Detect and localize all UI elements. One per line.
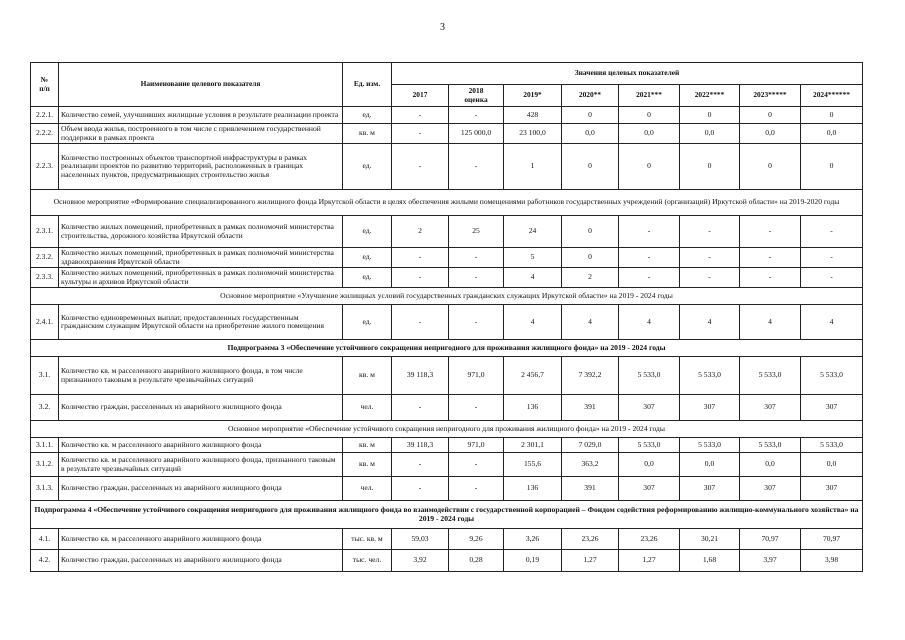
page-number: 3	[440, 22, 445, 33]
value-cell: 0	[801, 144, 863, 190]
value-cell: 0,0	[680, 124, 740, 144]
value-cell: 307	[619, 477, 680, 501]
indicators-table	[30, 62, 863, 572]
value-cell: 23 100,0	[504, 124, 562, 144]
section-row	[31, 421, 863, 438]
value-cell: 1,27	[619, 550, 680, 572]
unit-cell: ед.	[343, 216, 392, 248]
header-values-group: Значения целевых показателей	[392, 63, 863, 85]
value-cell: 39 118,3	[392, 438, 449, 453]
value-cell: 1,27	[562, 550, 619, 572]
value-cell: 136	[504, 395, 562, 421]
row-number: 3.1.	[31, 357, 59, 395]
value-cell: 0	[740, 144, 801, 190]
section-row	[31, 190, 863, 216]
value-cell: 9,26	[449, 529, 504, 550]
unit-cell: кв. м	[343, 124, 392, 144]
header-year: 2022****	[680, 85, 740, 107]
value-cell: 155,6	[504, 453, 562, 477]
value-cell: 70,97	[740, 529, 801, 550]
value-cell: 307	[801, 395, 863, 421]
value-cell: -	[392, 453, 449, 477]
unit-cell: чел.	[343, 395, 392, 421]
value-cell: 4	[619, 305, 680, 340]
section-title: Подпрограмма 3 «Обеспечение устойчивого сокращения непригодного для проживания жилищного фонда» на 2019 - 2024 годы	[31, 340, 863, 357]
indicator-name: Количество построенных объектов транспортной инфраструктуры в рамках реализации проектов по развитию территорий, расположенных в границах населенных пунктов, предусматривающих строительство жилья	[59, 144, 343, 190]
value-cell: 0,0	[619, 124, 680, 144]
unit-cell: ед.	[343, 107, 392, 124]
value-cell: 0,0	[740, 453, 801, 477]
header-num: № п/п	[31, 63, 59, 107]
value-cell: 0	[740, 107, 801, 124]
value-cell: 391	[562, 395, 619, 421]
value-cell: 5 533,0	[619, 438, 680, 453]
value-cell: 4	[504, 305, 562, 340]
value-cell: -	[740, 268, 801, 288]
value-cell: 0,0	[740, 124, 801, 144]
value-cell: 0	[680, 107, 740, 124]
value-cell: 307	[740, 477, 801, 501]
value-cell: 2	[392, 216, 449, 248]
header-unit: Ед. изм.	[343, 63, 392, 107]
unit-cell: ед.	[343, 144, 392, 190]
value-cell: -	[392, 268, 449, 288]
unit-cell: чел.	[343, 477, 392, 501]
indicator-name: Количество кв. м расселенного аварийного жилищного фонда	[59, 529, 343, 550]
value-cell: 0,0	[680, 453, 740, 477]
header-year: 2020**	[562, 85, 619, 107]
unit-cell: тыс. чел.	[343, 550, 392, 572]
value-cell: 971,0	[449, 438, 504, 453]
indicator-name: Количество кв. м расселенного аварийного жилищного фонда, в том числе признанного таковым в результате чрезвычайных ситуаций	[59, 357, 343, 395]
table-row	[31, 107, 863, 124]
row-number: 3.1.3.	[31, 477, 59, 501]
unit-cell: кв. м	[343, 438, 392, 453]
row-number: 3.2.	[31, 395, 59, 421]
indicator-name: Количество кв. м расселенного аварийного жилищного фонда, признанного таковым в результате чрезвычайных ситуаций	[59, 453, 343, 477]
value-cell: 1,68	[680, 550, 740, 572]
row-number: 2.2.1.	[31, 107, 59, 124]
header-year: 2024******	[801, 85, 863, 107]
section-title: Основное мероприятие «Формирование специализированного жилищного фонда Иркутской области в целях обеспечения жилыми помещениями работников государственных учреждений (организаций) Иркутской области» на 2019-2020 годы	[31, 190, 863, 216]
value-cell: -	[392, 248, 449, 268]
value-cell: 3,97	[740, 550, 801, 572]
value-cell: -	[619, 268, 680, 288]
value-cell: -	[449, 107, 504, 124]
row-number: 2.2.3.	[31, 144, 59, 190]
indicator-name: Количество жилых помещений, приобретенных в рамках полномочий министерства строительства, дорожного хозяйства Иркутской области	[59, 216, 343, 248]
indicator-name: Количество жилых помещений, приобретенных в рамках полномочий министерства здравоохранения Иркутской области	[59, 248, 343, 268]
value-cell: 0,0	[619, 453, 680, 477]
value-cell: 307	[680, 395, 740, 421]
unit-cell: кв. м	[343, 357, 392, 395]
table-row	[31, 305, 863, 340]
value-cell: 5 533,0	[680, 438, 740, 453]
value-cell: 0	[562, 248, 619, 268]
header-name: Наименование целевого показателя	[59, 63, 343, 107]
value-cell: 0	[619, 144, 680, 190]
row-number: 2.3.2.	[31, 248, 59, 268]
unit-cell: тыс. кв. м	[343, 529, 392, 550]
table-row	[31, 453, 863, 477]
value-cell: 307	[801, 477, 863, 501]
row-number: 4.1.	[31, 529, 59, 550]
indicator-name: Количество единовременных выплат, предоставленных государственным гражданским служащим Иркутской области на приобретение жилого помещения	[59, 305, 343, 340]
value-cell: -	[449, 248, 504, 268]
section-row	[31, 288, 863, 305]
value-cell: -	[392, 305, 449, 340]
unit-cell: ед.	[343, 268, 392, 288]
value-cell: 5 533,0	[680, 357, 740, 395]
section-row	[31, 501, 863, 529]
header-year: 2021***	[619, 85, 680, 107]
value-cell: 0	[680, 144, 740, 190]
row-number: 2.3.1.	[31, 216, 59, 248]
row-number: 2.2.2.	[31, 124, 59, 144]
value-cell: 5 533,0	[801, 357, 863, 395]
table-row	[31, 395, 863, 421]
value-cell: 23,26	[619, 529, 680, 550]
unit-cell: ед.	[343, 305, 392, 340]
value-cell: 7 392,2	[562, 357, 619, 395]
value-cell: 3,92	[392, 550, 449, 572]
value-cell: 5 533,0	[619, 357, 680, 395]
table-row	[31, 216, 863, 248]
row-number: 3.1.1.	[31, 438, 59, 453]
row-number: 2.3.3.	[31, 268, 59, 288]
value-cell: 0,0	[562, 124, 619, 144]
value-cell: -	[392, 124, 449, 144]
value-cell: -	[449, 453, 504, 477]
value-cell: 0	[562, 216, 619, 248]
value-cell: 5	[504, 248, 562, 268]
value-cell: -	[392, 107, 449, 124]
value-cell: 39 118,3	[392, 357, 449, 395]
value-cell: 5 533,0	[740, 357, 801, 395]
value-cell: 4	[562, 305, 619, 340]
table-row	[31, 550, 863, 572]
value-cell: -	[449, 477, 504, 501]
table-row	[31, 357, 863, 395]
value-cell: 0	[801, 107, 863, 124]
header-year: 2023*****	[740, 85, 801, 107]
table-row	[31, 529, 863, 550]
value-cell: 24	[504, 216, 562, 248]
value-cell: 0	[562, 107, 619, 124]
value-cell: 0,19	[504, 550, 562, 572]
value-cell: 7 029,0	[562, 438, 619, 453]
section-title: Основное мероприятие «Обеспечение устойчивого сокращения непригодного для проживания жилищного фонда» на 2019 - 2024 годы	[31, 421, 863, 438]
section-title: Основное мероприятие «Улучшение жилищных условий государственных гражданских служащих Иркутской области» на 2019 - 2024 годы	[31, 288, 863, 305]
value-cell: -	[680, 216, 740, 248]
row-number: 3.1.2.	[31, 453, 59, 477]
value-cell: 4	[801, 305, 863, 340]
value-cell: -	[680, 268, 740, 288]
value-cell: -	[801, 248, 863, 268]
indicator-name: Количество жилых помещений, приобретенных в рамках полномочий министерства культуры и архивов Иркутской области	[59, 268, 343, 288]
value-cell: 363,2	[562, 453, 619, 477]
row-number: 2.4.1.	[31, 305, 59, 340]
indicator-name: Количество граждан, расселенных из аварийного жилищного фонда	[59, 395, 343, 421]
value-cell: -	[392, 144, 449, 190]
value-cell: 3,26	[504, 529, 562, 550]
value-cell: -	[392, 477, 449, 501]
value-cell: -	[449, 395, 504, 421]
section-title: Подпрограмма 4 «Обеспечение устойчивого сокращения непригодного для проживания жилищного фонда во взаимодействии с государственной корпорацией – Фондом содействия реформированию жилищно-коммунального хозяйства» на 2019 - 2024 годы	[31, 501, 863, 529]
value-cell: 2	[562, 268, 619, 288]
value-cell: 307	[740, 395, 801, 421]
row-number: 4.2.	[31, 550, 59, 572]
value-cell: -	[619, 248, 680, 268]
value-cell: 70,97	[801, 529, 863, 550]
value-cell: 25	[449, 216, 504, 248]
value-cell: 1	[504, 144, 562, 190]
value-cell: -	[392, 395, 449, 421]
value-cell: -	[619, 216, 680, 248]
value-cell: 4	[680, 305, 740, 340]
value-cell: -	[680, 248, 740, 268]
table-row	[31, 268, 863, 288]
value-cell: 0	[562, 144, 619, 190]
value-cell: -	[740, 216, 801, 248]
value-cell: 2 301,1	[504, 438, 562, 453]
table-row	[31, 144, 863, 190]
value-cell: -	[449, 144, 504, 190]
value-cell: 391	[562, 477, 619, 501]
value-cell: 0,0	[801, 124, 863, 144]
indicator-name: Количество граждан, расселенных из аварийного жилищного фонда	[59, 550, 343, 572]
value-cell: 136	[504, 477, 562, 501]
value-cell: 30,21	[680, 529, 740, 550]
value-cell: 0,28	[449, 550, 504, 572]
table-row	[31, 248, 863, 268]
table-row	[31, 124, 863, 144]
value-cell: -	[740, 248, 801, 268]
value-cell: 3,98	[801, 550, 863, 572]
value-cell: 2 456,7	[504, 357, 562, 395]
value-cell: 4	[504, 268, 562, 288]
value-cell: 23,26	[562, 529, 619, 550]
value-cell: 307	[680, 477, 740, 501]
value-cell: 0,0	[801, 453, 863, 477]
table-row	[31, 477, 863, 501]
value-cell: 125 000,0	[449, 124, 504, 144]
indicator-name: Объем ввода жилья, построенного в том числе с привлечением государственной поддержки в рамках проекта	[59, 124, 343, 144]
header-year: 2019*	[504, 85, 562, 107]
indicator-name: Количество кв. м расселенного аварийного жилищного фонда	[59, 438, 343, 453]
value-cell: 307	[619, 395, 680, 421]
indicator-name: Количество граждан, расселенных из аварийного жилищного фонда	[59, 477, 343, 501]
value-cell: 4	[740, 305, 801, 340]
unit-cell: ед.	[343, 248, 392, 268]
section-row	[31, 340, 863, 357]
unit-cell: кв. м	[343, 453, 392, 477]
value-cell: 0	[619, 107, 680, 124]
value-cell: 59,03	[392, 529, 449, 550]
value-cell: -	[801, 216, 863, 248]
value-cell: 428	[504, 107, 562, 124]
value-cell: -	[449, 268, 504, 288]
value-cell: -	[449, 305, 504, 340]
header-year: 2018 оценка	[449, 85, 504, 107]
value-cell: 971,0	[449, 357, 504, 395]
value-cell: 5 533,0	[801, 438, 863, 453]
header-year: 2017	[392, 85, 449, 107]
value-cell: 5 533,0	[740, 438, 801, 453]
value-cell: -	[801, 268, 863, 288]
indicator-name: Количество семей, улучшивших жилищные условия в результате реализации проекта	[59, 107, 343, 124]
table-row	[31, 438, 863, 453]
